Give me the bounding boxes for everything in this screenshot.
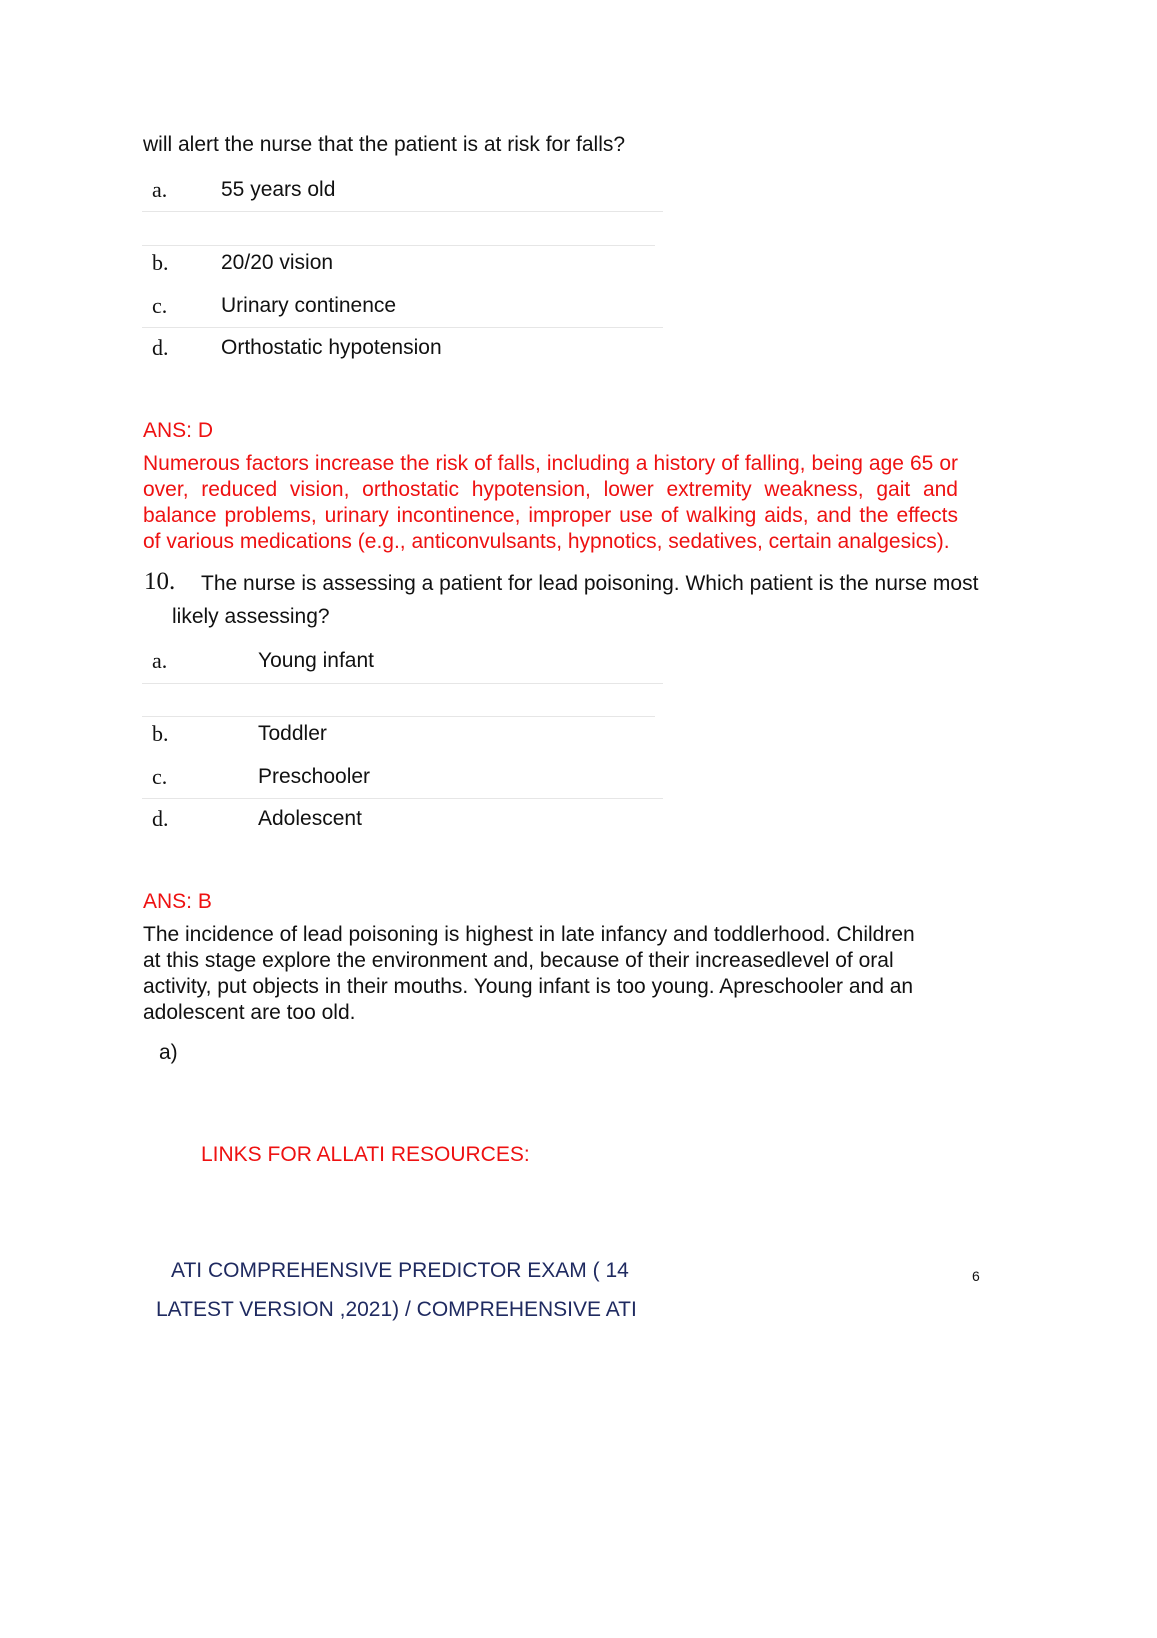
option-letter: a. — [152, 177, 168, 202]
option-divider — [142, 245, 655, 246]
option-divider — [142, 211, 663, 212]
option-text: Preschooler — [258, 765, 371, 788]
question-number: 10. — [144, 568, 176, 595]
option-text: Young infant — [258, 649, 375, 672]
option-letter: a. — [152, 648, 168, 673]
option-letter: d. — [152, 806, 169, 831]
option-letter: c. — [152, 293, 168, 318]
rationale-text: Numerous factors increase the risk of falls, including a history of falling, being age 65 or over, reduced vision, orthostatic hypotension, lower extremity weakness, gait and balance problems, urinary incontinence, improper use of walking aids, and the effects of various medications (e.g., anticonvulsants, hypnotics, sedatives, certain analgesics). — [143, 452, 958, 553]
resource-link[interactable]: LATEST VERSION ,2021) / COMPREHENSIVE ATI — [156, 1298, 637, 1321]
option-text: Toddler — [258, 722, 327, 745]
resource-link[interactable]: ATI COMPREHENSIVE PREDICTOR EXAM ( 14 — [171, 1259, 629, 1282]
option-text: Orthostatic hypotension — [221, 336, 442, 359]
option-divider — [142, 327, 663, 328]
option-letter: d. — [152, 335, 169, 360]
option-text: 55 years old — [221, 178, 336, 201]
option-divider — [142, 683, 663, 684]
links-heading: LINKS FOR ALLATI RESOURCES: — [201, 1143, 530, 1166]
answer-label: ANS: B — [143, 890, 212, 913]
question-10-stem-line: The nurse is assessing a patient for lead poisoning. Which patient is the nurse most — [201, 572, 979, 595]
option-divider — [142, 798, 663, 799]
option-text: Urinary continence — [221, 294, 397, 317]
option-text: 20/20 vision — [221, 251, 334, 274]
question-9-stem: will alert the nurse that the patient is at risk for falls? — [143, 133, 626, 156]
option-letter: b. — [152, 250, 169, 275]
question-10-stem-line: likely assessing? — [172, 605, 330, 628]
list-marker: a) — [159, 1041, 178, 1064]
answer-label: ANS: D — [143, 419, 214, 442]
page-number: 6 — [972, 1268, 980, 1284]
option-text: Adolescent — [258, 807, 362, 830]
option-letter: c. — [152, 764, 168, 789]
option-letter: b. — [152, 721, 169, 746]
rationale-text: The incidence of lead poisoning is highest in late infancy and toddlerhood. Children at this stage explore the environment and, because of their increasedlevel of oral activity, put objects in their mouths. Young infant is too young. Apreschooler and an adolescent are too old. — [143, 923, 915, 1024]
option-divider — [142, 716, 655, 717]
